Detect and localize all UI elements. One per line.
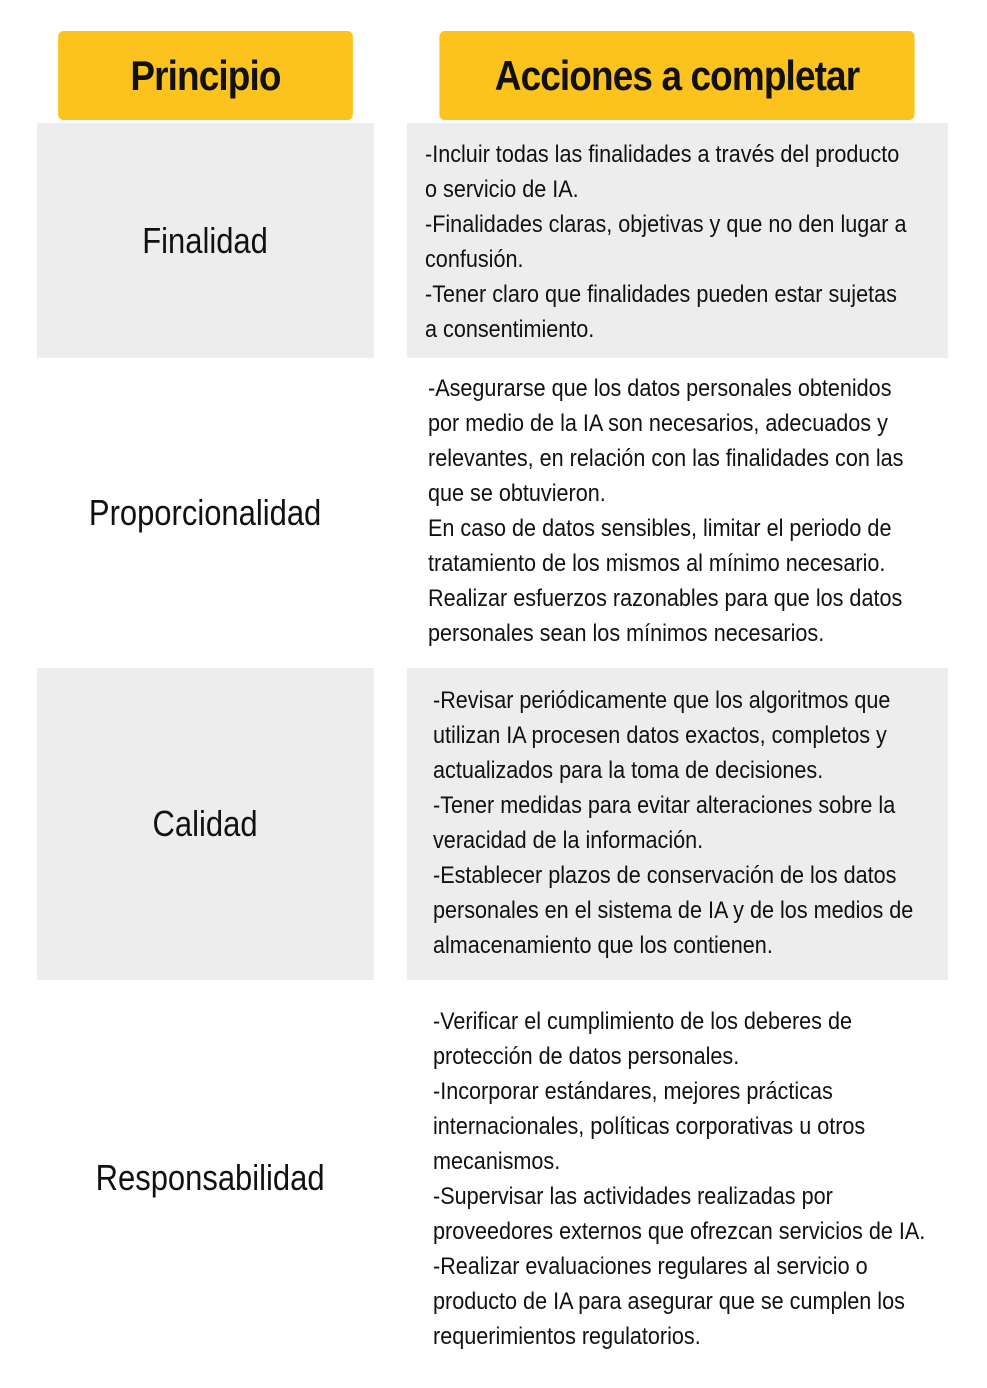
action-line: proveedores externos que ofrezcan servicios de IA.: [433, 1218, 926, 1245]
header-principio: [58, 31, 353, 120]
action-line: almacenamiento que los contienen.: [433, 932, 773, 959]
principle-cell-responsabilidad: [37, 980, 374, 1375]
action-line: por medio de la IA son necesarios, adecuados y: [428, 410, 888, 437]
actions-cell-responsabilidad: [407, 980, 948, 1375]
action-line: -Realizar evaluaciones regulares al servicio o: [433, 1253, 868, 1280]
action-line: protección de datos personales.: [433, 1043, 740, 1070]
action-line: -Revisar periódicamente que los algoritmos que: [433, 687, 891, 714]
action-line: requerimientos regulatorios.: [433, 1323, 701, 1350]
action-line: -Verificar el cumplimiento de los deberes de: [433, 1008, 853, 1035]
principle-cell-finalidad: [37, 123, 374, 358]
action-line: Realizar esfuerzos razonables para que los datos: [428, 585, 903, 612]
action-line: personales sean los mínimos necesarios.: [428, 620, 825, 647]
action-line: mecanismos.: [433, 1148, 561, 1175]
header-acciones: [439, 31, 914, 120]
action-line: -Establecer plazos de conservación de los datos: [433, 862, 897, 889]
action-line: internacionales, políticas corporativas u otros: [433, 1113, 866, 1140]
action-line: -Asegurarse que los datos personales obtenidos: [428, 375, 892, 402]
action-line: producto de IA para asegurar que se cumplen los: [433, 1288, 905, 1315]
principle-label: Proporcionalidad: [89, 492, 322, 533]
action-line: -Incluir todas las finalidades a través del producto: [425, 141, 900, 168]
action-line: -Tener medidas para evitar alteraciones sobre la: [433, 792, 896, 819]
actions-cell-finalidad: [407, 123, 948, 358]
action-line: -Supervisar las actividades realizadas por: [433, 1183, 833, 1210]
action-line: o servicio de IA.: [425, 176, 579, 203]
action-line: En caso de datos sensibles, limitar el periodo de: [428, 515, 892, 542]
principle-cell-proporcionalidad: [37, 358, 374, 668]
action-line: -Finalidades claras, objetivas y que no den lugar a: [425, 211, 907, 238]
principle-label: Calidad: [152, 803, 259, 844]
principle-label: Finalidad: [142, 219, 269, 261]
action-line: personales en el sistema de IA y de los medios de: [433, 897, 914, 924]
action-line: actualizados para la toma de decisiones.: [433, 757, 824, 784]
action-line: confusión.: [425, 246, 524, 273]
principle-cell-calidad: [37, 668, 374, 980]
header-principio-label: Principio: [130, 51, 281, 99]
action-line: que se obtuvieron.: [428, 480, 606, 507]
action-line: relevantes, en relación con las finalidades con las: [428, 445, 904, 472]
action-line: utilizan IA procesen datos exactos, completos y: [433, 722, 887, 749]
action-line: -Incorporar estándares, mejores prácticas: [433, 1078, 833, 1105]
action-line: veracidad de la información.: [433, 827, 704, 854]
actions-cell-calidad: [407, 668, 948, 980]
action-line: tratamiento de los mismos al mínimo necesario.: [428, 550, 886, 577]
header-acciones-label: Acciones a completar: [494, 51, 860, 99]
action-line: a consentimiento.: [425, 316, 595, 343]
principle-label: Responsabilidad: [96, 1156, 325, 1198]
action-line: -Tener claro que finalidades pueden estar sujetas: [425, 281, 897, 308]
actions-cell-proporcionalidad: [407, 358, 948, 668]
